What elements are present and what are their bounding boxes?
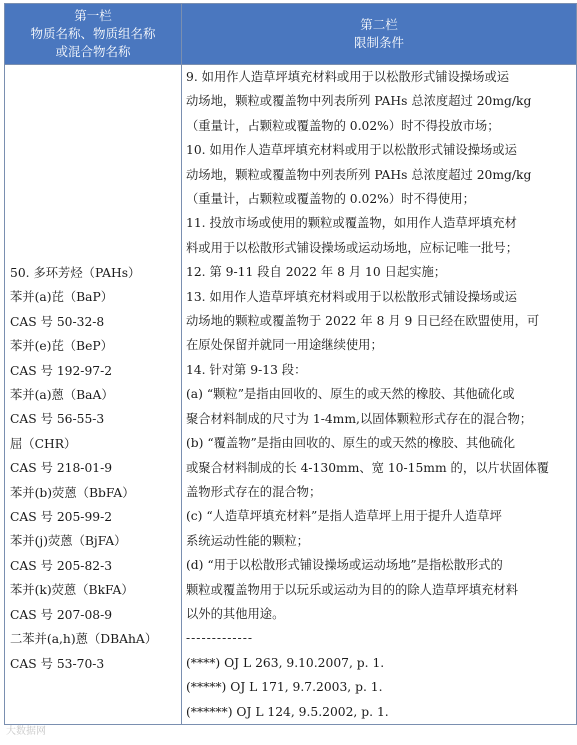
column2-header bbox=[182, 4, 577, 65]
footnote-line: (*****) OJ L 171, 9.7.2003, p. 1. bbox=[186, 680, 383, 695]
restriction-line: 聚合材料制成的尺寸为 1-4mm,以固体颗粒形式存在的混合物； bbox=[186, 411, 533, 426]
column1-header bbox=[5, 4, 182, 65]
restriction-line: (d) “用于以松散形式铺设操场或运动场地”是指松散形式的 bbox=[186, 558, 503, 573]
substance-line: CAS 号 207-08-9 bbox=[10, 607, 113, 622]
substance-line: CAS 号 53-70-3 bbox=[10, 656, 105, 671]
footnote-line: (****) OJ L 263, 9.10.2007, p. 1. bbox=[186, 655, 385, 670]
restriction-line: （重量计，占颗粒或覆盖物的 0.02%）时不得投放市场； bbox=[186, 118, 500, 133]
substance-line: CAS 号 205-99-2 bbox=[10, 510, 113, 525]
restriction-line: (b) “覆盖物”是指由回收的、原生的或天然的橡胶、其他硫化 bbox=[186, 436, 516, 451]
substance-line: CAS 号 56-55-3 bbox=[10, 412, 105, 427]
restriction-line: 系统运动性能的颗粒； bbox=[186, 533, 309, 548]
substance-line: 二苯并(a,h)蒽（DBAhA） bbox=[10, 632, 158, 647]
footnote-separator: ------------- bbox=[186, 631, 254, 646]
restriction-line: 盖物形式存在的混合物； bbox=[186, 484, 322, 499]
substance-line: CAS 号 205-82-3 bbox=[10, 558, 113, 573]
restriction-line: (c) “人造草坪填充材料”是指人造草坪上用于提升人造草坪 bbox=[186, 509, 502, 524]
header-row bbox=[5, 4, 577, 65]
footnote-line: (******) OJ L 124, 9.5.2002, p. 1. bbox=[186, 704, 389, 719]
substance-cell bbox=[5, 65, 182, 725]
substance-line: 苯并(j)荧蒽（BjFA） bbox=[10, 534, 127, 549]
body-row bbox=[5, 65, 577, 725]
column1-title: 第一栏 bbox=[74, 8, 112, 23]
substance-line: 50. 多环芳烃（PAHs） bbox=[10, 266, 141, 280]
restriction-line: 10. 如用作人造草坪填充材料或用于以松散形式铺设操场或运 bbox=[186, 143, 517, 158]
restriction-line: 或聚合材料制成的长 4-130mm、宽 10-15mm 的，以片状固体覆 bbox=[186, 460, 549, 475]
restriction-cell bbox=[182, 65, 577, 725]
restriction-line: 12. 第 9-11 段自 2022 年 8 月 10 日起实施； bbox=[186, 265, 447, 280]
substance-line: CAS 号 192-97-2 bbox=[10, 363, 113, 378]
column2-title: 第二栏 bbox=[360, 17, 398, 32]
watermark: 大数据网 bbox=[6, 726, 46, 737]
restriction-line: 动场地，颗粒或覆盖物中列表所列 PAHs 总浓度超过 20mg/kg bbox=[186, 167, 532, 182]
substance-line: 屈（CHR） bbox=[10, 436, 77, 451]
restriction-line: 动场地的颗粒或覆盖物于 2022 年 8 月 9 日已经在欧盟使用，可 bbox=[186, 314, 540, 329]
restriction-line: 动场地，颗粒或覆盖物中列表所列 PAHs 总浓度超过 20mg/kg bbox=[186, 94, 532, 109]
restriction-line: 料或用于以松散形式铺设操场或运动场地，应标记唯一批号； bbox=[186, 240, 519, 255]
restriction-line: 14. 针对第 9-13 段： bbox=[186, 362, 307, 377]
restriction-line: 13. 如用作人造草坪填充材料或用于以松散形式铺设操场或运 bbox=[186, 289, 517, 304]
column1-subtitle-line2: 或混合物名称 bbox=[55, 44, 131, 59]
restriction-line: 11. 投放市场或使用的颗粒或覆盖物，如用作人造草坪填充材 bbox=[186, 216, 517, 231]
substance-line: 苯并(a)蒽（BaA） bbox=[10, 388, 114, 403]
restriction-line: 以外的其他用途。 bbox=[186, 606, 285, 621]
substance-line: 苯并(e)芘（BeP） bbox=[10, 339, 113, 354]
substance-line: CAS 号 50-32-8 bbox=[10, 314, 105, 329]
regulation-table bbox=[4, 3, 577, 725]
restriction-line: （重量计，占颗粒或覆盖物的 0.02%）时不得使用； bbox=[186, 192, 475, 207]
substance-line: 苯并(b)荧蒽（BbFA） bbox=[10, 485, 135, 500]
substance-line: 苯并(a)芘（BaP） bbox=[10, 290, 114, 305]
column1-subtitle-line1: 物质名称、物质组名称 bbox=[30, 26, 156, 41]
restriction-line: 颗粒或覆盖物用于以玩乐或运动为目的的除人造草坪填充材料 bbox=[186, 582, 519, 597]
restriction-line: 在原处保留并就同一用途继续使用； bbox=[186, 338, 383, 353]
substance-line: CAS 号 218-01-9 bbox=[10, 461, 113, 476]
restriction-line: (a) “颗粒”是指由回收的、原生的或天然的橡胶、其他硫化或 bbox=[186, 387, 515, 402]
substance-line: 苯并(k)荧蒽（BkFA） bbox=[10, 583, 134, 598]
column2-subtitle: 限制条件 bbox=[353, 35, 404, 50]
restriction-line: 9. 如用作人造草坪填充材料或用于以松散形式铺设操场或运 bbox=[186, 70, 510, 84]
